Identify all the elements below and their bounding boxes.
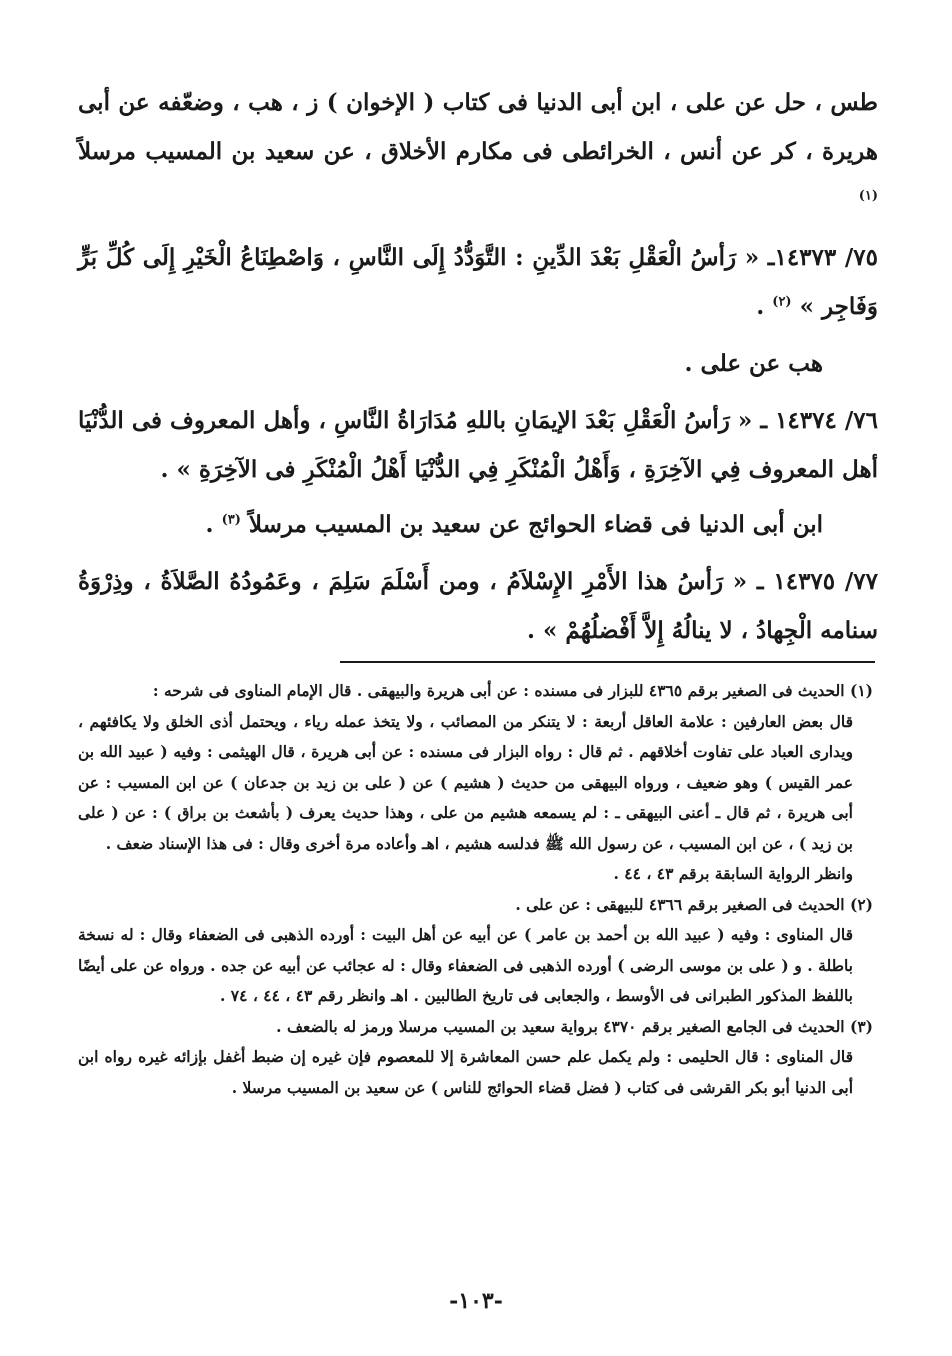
- footnote-2-body: قال المناوى : وفيه ( عبيد الله بن أحمد بن عامر ) عن أبيه عن أهل البيت : أورده الذهبى فى الضعفاء وقال : له نسخة باطلة . و ( على بن موسى الرضى ) أورده الذهبى فى الضعفاء وقال : له عجائب عن أبيه عن جده . ورواه عن على أيضًا باللفظ المذكور الطبرانى فى الأوسط ، والجعابى فى تاريخ الطالبين . اهـ وانظر رقم ٤٣ ، ٤٤ ، ٧٤ .: [78, 925, 853, 1005]
- hadith-text: ٧٥/ ١٤٣٧٣ـ « رَأسُ الْعَقْلِ بَعْدَ الدِّينِ : التَّوَدُّدُ إِلَى النَّاسِ ، وَاصْطِنَاعُ الْخَيْرِ إِلَى كُلِّ بَرٍّ وَفَاجِر »: [78, 244, 878, 320]
- main-text: [78, 78, 878, 655]
- footnote-1-lead: (١) الحديث فى الصغير برقم ٤٣٦٥ للبزار فى مسنده : عن أبى هريرة والبيهقى . قال الإمام المناوى فى شرحه :: [152, 681, 873, 700]
- paragraph-text: طس ، حل عن على ، ابن أبى الدنيا فى كتاب ( الإخوان ) ز ، هب ، وضعّفه عن أبى هريرة ، كر عن أنس ، الخرائطى فى مكارم الأخلاق ، عن سعيد بن المسيب مرسلاً: [78, 89, 878, 165]
- footnote-3-body: قال المناوى : قال الحليمى : ولم يكمل علم حسن المعاشرة إلا للمعصوم فإن غيره إن ضبط أغفل بإزائه غيره رواه ابن أبى الدنيا أبو بكر القرشى فى كتاب ( فضل قضاء الحوائج للناس ) عن سعيد بن المسيب مرسلا .: [78, 1047, 853, 1097]
- hadith-76: ٧٦/ ١٤٣٧٤ ـ « رَأسُ الْعَقْلِ بَعْدَ الإيمَانِ باللهِ مُدَارَاةُ النَّاسِ ، وأهل المعروف فى الدُّنْيَا أهل المعروف فِي الآخِرَةِ ، وَأَهْلُ الْمُنْكَرِ فِي الدُّنْيَا أَهْلُ الْمُنْكَرِ فى الآخِرَةِ » .: [78, 407, 878, 483]
- footnote-separator: [340, 661, 875, 663]
- footnote-ref-3: (٣): [221, 512, 241, 528]
- footnote-2-lead: (٢) الحديث فى الصغير برقم ٤٣٦٦ للبيهقى : عن على .: [515, 894, 873, 914]
- punctuation: .: [756, 293, 773, 320]
- hadith-77: ٧٧/ ١٤٣٧٥ ـ « رَأسُ هذا الأَمْرِ الإِسْلاَمُ ، ومن أَسْلَمَ سَلِمَ ، وعَمُودُهُ الصَّلاَةُ ، وذِرْوَةُ سنامه الْجِهادُ ، لا ينالُهُ إِلاَّ أَفْضلُهُمْ » .: [78, 568, 878, 644]
- hadith-75: [78, 233, 878, 331]
- source-text: ابن أبى الدنيا فى قضاء الحوائج عن سعيد بن المسيب مرسلاً: [248, 511, 823, 538]
- page-number: -١٠٣-: [449, 1288, 503, 1314]
- footnote-ref-2: (٢): [772, 294, 792, 310]
- hadith-75-source: هب عن على .: [684, 350, 823, 377]
- footnote-3-lead: (٣) الحديث فى الجامع الصغير برقم ٤٣٧٠ برواية سعيد بن المسيب مرسلا ورمز له بالضعف .: [276, 1016, 873, 1036]
- footnote-ref-1: (١): [858, 188, 878, 204]
- punctuation: .: [205, 511, 222, 538]
- footnote-1-see-also: وانظر الرواية السابقة برقم ٤٣ ، ٤٤ .: [613, 864, 853, 883]
- footnote-1-body: قال بعض العارفين : علامة العاقل أربعة : لا يتنكر من المصائب ، ولا يتخذ عمله رياء ، ويحتمل أذى الخلق ولا يكافئهم ، ويدارى العباد على تفاوت أخلاقهم . ثم قال : رواه البزار فى مسنده : عن أبى هريرة ، قال الهيثمى : وفيه ( عبيد الله بن عمر القيس ) وهو ضعيف ، ورواه البيهقى من حديث ( هشيم ) عن ( على بن زيد بن جدعان ) عن ابن المسيب : عن أبى هريرة ، ثم قال ـ أعنى البيهقى ـ : لم يسمعه هشيم من على ، وهذا حديث يعرف ( بأشعث بن براق ) : عن ( على بن زيد ) ، عن ابن المسيب ، عن رسول الله ﷺ فدلسه هشيم ، اهـ وأعاده مرة أخرى وقال : فى هذا الإسناد ضعف .: [78, 711, 853, 853]
- hadith-76-source: [78, 500, 878, 549]
- paragraph-sources-1: [78, 78, 878, 225]
- footnotes: [78, 676, 873, 1103]
